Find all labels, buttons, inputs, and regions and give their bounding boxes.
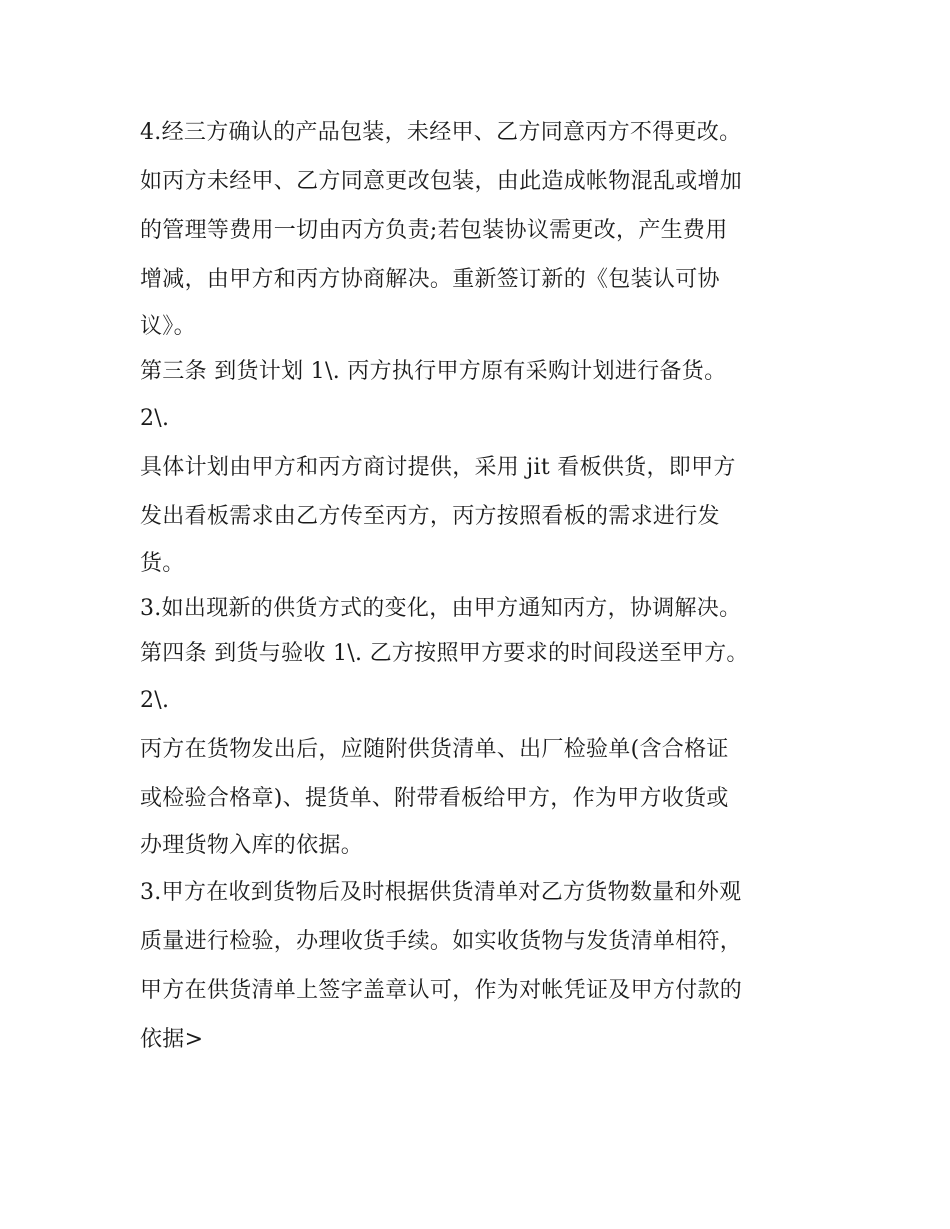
text-line: 第三条 到货计划 1\. 丙方执行甲方原有采购计划进行备货。 [140, 359, 727, 384]
text-line: 依据> [140, 1027, 204, 1052]
text-line: 办理货物入库的依据。 [140, 833, 364, 858]
text-line: 2\. [140, 406, 170, 431]
text-line: 质量进行检验，办理收货手续。如实收货物与发货清单相符， [140, 929, 743, 954]
text-line: 如丙方未经甲、乙方同意更改包装，由此造成帐物混乱或增加 [140, 169, 743, 194]
text-line: 或检验合格章)、提货单、附带看板给甲方，作为甲方收货或 [140, 786, 729, 811]
text-line: 丙方在货物发出后，应随附供货清单、出厂检验单(含合格证 [140, 737, 729, 762]
text-line: 第四条 到货与验收 1\. 乙方按照甲方要求的时间段送至甲方。 [140, 641, 749, 666]
text-line: 发出看板需求由乙方传至丙方，丙方按照看板的需求进行发 [140, 504, 720, 529]
text-line: 3.如出现新的供货方式的变化，由甲方通知丙方，协调解决。 [140, 596, 742, 621]
text-line: 的管理等费用一切由丙方负责;若包装协议需更改，产生费用 [140, 218, 728, 243]
text-line: 2\. [140, 688, 170, 713]
text-line: 货。 [140, 551, 185, 576]
text-line: 增减，由甲方和丙方协商解决。重新签订新的《包装认可协 [140, 267, 720, 292]
text-line: 4.经三方确认的产品包装，未经甲、乙方同意丙方不得更改。 [140, 120, 742, 145]
text-line: 议》。 [140, 314, 196, 339]
text-line: 甲方在供货清单上签字盖章认可，作为对帐凭证及甲方付款的 [140, 978, 743, 1003]
text-line: 具体计划由甲方和丙方商讨提供，采用 jit 看板供货，即甲方 [140, 455, 736, 480]
text-line: 3.甲方在收到货物后及时根据供货清单对乙方货物数量和外观 [140, 880, 742, 905]
document-body [140, 108, 840, 1064]
